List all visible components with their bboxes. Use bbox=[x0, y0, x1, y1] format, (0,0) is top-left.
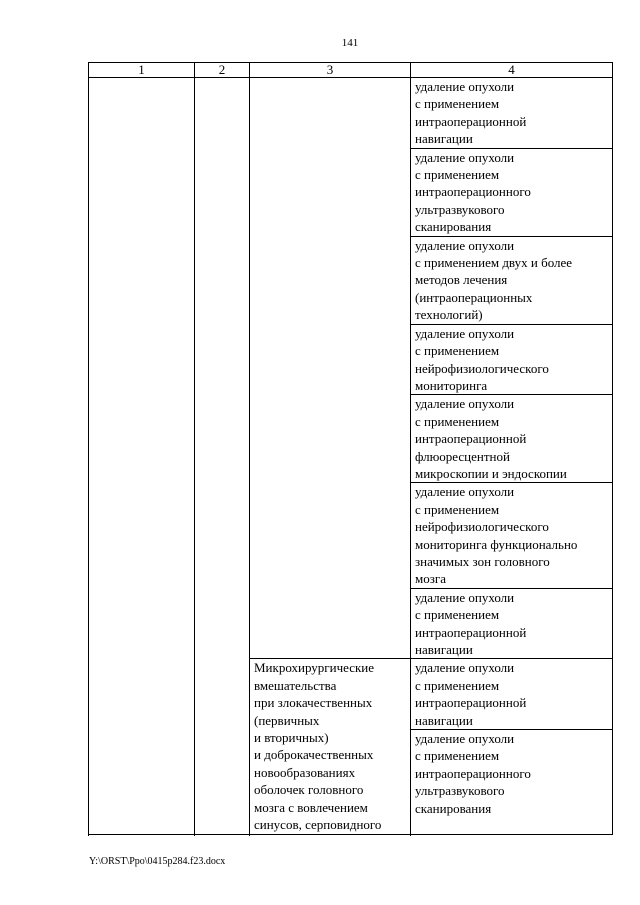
col3-empty-cell bbox=[250, 78, 411, 659]
table-row bbox=[89, 78, 613, 149]
procedures-table bbox=[88, 62, 613, 835]
method-cell: удаление опухоли с применением нейрофизиологического мониторинга функционально значимых зон головного мозга bbox=[411, 483, 613, 588]
method-cell: удаление опухоли с применением интраоперационной навигации bbox=[411, 588, 613, 659]
header-col-4: 4 bbox=[411, 63, 613, 78]
header-col-3: 3 bbox=[250, 63, 411, 78]
method-cell: удаление опухоли с применением интраоперационной навигации bbox=[411, 659, 613, 730]
method-cell: удаление опухоли с применением интраоперационной флюоресцентной микроскопии и эндоскопии bbox=[411, 395, 613, 483]
method-cell: удаление опухоли с применением интраоперационной навигации bbox=[411, 78, 613, 149]
header-col-1: 1 bbox=[89, 63, 195, 78]
method-cell: удаление опухоли с применением интраоперационного ультразвукового сканирования bbox=[411, 730, 613, 835]
table-header-row bbox=[89, 63, 613, 78]
header-col-2: 2 bbox=[195, 63, 250, 78]
method-cell: удаление опухоли с применением интраоперационного ультразвукового сканирования bbox=[411, 148, 613, 236]
intervention-cell: Микрохирургические вмешательства при злокачественных (первичных и вторичных) и доброкачественных новообразованиях оболочек головного мозга с вовлечением синусов, серповидного bbox=[250, 659, 411, 835]
page-number: 141 bbox=[341, 37, 359, 49]
col1-cell bbox=[89, 78, 195, 835]
method-cell: удаление опухоли с применением двух и более методов лечения (интраоперационных технологий) bbox=[411, 236, 613, 324]
col2-cell bbox=[195, 78, 250, 835]
footer-file-path: Y:\ORST\Ppo\0415p284.f23.docx bbox=[89, 856, 226, 867]
method-cell: удаление опухоли с применением нейрофизиологического мониторинга bbox=[411, 324, 613, 395]
